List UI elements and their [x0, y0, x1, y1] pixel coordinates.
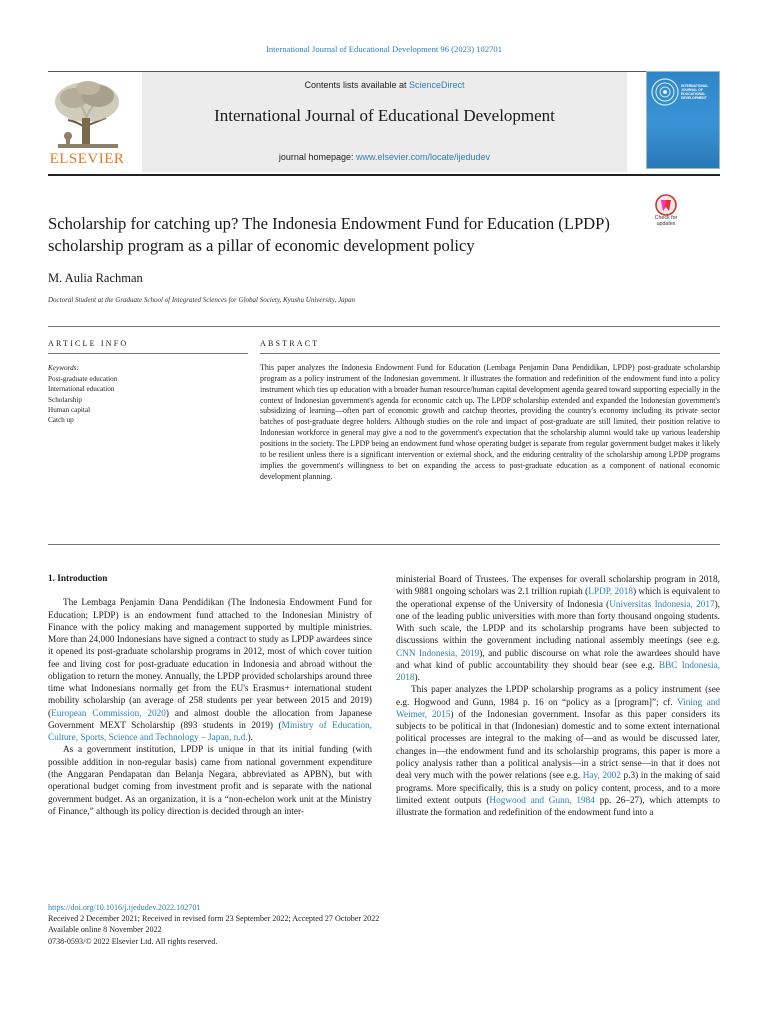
- article-footer: [48, 902, 379, 947]
- section-title: 1. Introduction: [48, 574, 108, 584]
- citation-link[interactable]: Hay, 2002: [582, 771, 621, 782]
- elsevier-logo: [48, 78, 126, 168]
- keywords-list: [48, 374, 117, 425]
- keyword-item: International education: [48, 385, 115, 394]
- author-name[interactable]: M. Aulia Rachman: [48, 271, 143, 285]
- keyword-item: Scholarship: [48, 395, 82, 404]
- citation-link[interactable]: Ministry of Education, Culture, Sports, Science and Technology – Japan, n.d.: [48, 720, 372, 744]
- paragraph: As a government institution, LPDP is unique in that its initial funding (with possible addition in non-regular basis) came from national government expenditure (the Anggaran Pendapatan dan Belanja Negara, abbreviated as APBN), but with operational budget coming from investment profit and is separate with the national government budget. As an organization, it is a “non-echelon work unit at the Ministry of Finance,” although its policy direction is decided through an inter-: [48, 745, 372, 817]
- journal-homepage-link[interactable]: www.elsevier.com/locate/ijedudev: [355, 152, 491, 162]
- paragraph: The Lembaga Penjamin Dana Pendidikan (The Indonesia Endowment Fund for Education; LPDP) is an endowment fund attached to the Indonesian Ministry of Finance with the policy making and management supported by multiple ministries. More than 24,000 Indonesians have signed a contract to study as LPDP awardees since it opened its post-graduate scholarship programs in 2012, most of which cover tuition fee and living cost for post-graduate education in Indonesia and abroad without the obligation to return the money. Annually, the LPDP provided scholarships around three time what Indonesians normally get from the EU's Erasmus+ international student mobility scholarship (an average of 258 students per year between 2015 and 2019) (European Commission, 2020) and almost double the allocation from Japanese Government MEXT Scholarship (893 students in 2019) (Ministry of Education, Culture, Sports, Science and Technology – Japan, n.d.).: [48, 598, 373, 744]
- journal-name: International Journal of Educational Development: [214, 106, 555, 125]
- keywords-label: Keywords:: [48, 364, 79, 372]
- journal-cover-thumbnail[interactable]: [646, 71, 720, 169]
- citation-link[interactable]: LPDP, 2018: [588, 587, 633, 598]
- citation-link[interactable]: CNN Indonesia, 2019: [396, 648, 480, 659]
- abstract-bottom-rule: [48, 544, 720, 545]
- citation-link[interactable]: Universitas Indonesia, 2017: [609, 599, 715, 610]
- received-dates: Received 2 December 2021; Received in revised form 23 September 2022; Accepted 27 October 2022: [48, 914, 380, 924]
- article-info-rule: [48, 353, 248, 354]
- citation-link[interactable]: BBC Indonesia, 2018: [396, 660, 720, 684]
- sciencedirect-link[interactable]: ScienceDirect: [409, 80, 465, 90]
- article-info-heading: ARTICLE INFO: [48, 339, 129, 348]
- check-updates-label: Check for updates: [654, 215, 678, 227]
- homepage-prefix: journal homepage:: [278, 152, 356, 162]
- tree-emblem-icon: [48, 78, 126, 150]
- section-divider: [48, 326, 720, 327]
- keyword-item: Human capital: [48, 405, 91, 414]
- elsevier-wordmark: ELSEVIER: [49, 151, 125, 167]
- check-updates-icon: [646, 194, 686, 216]
- copyright-line: 0738-0593/© 2022 Elsevier Ltd. All rights reserved.: [48, 936, 218, 946]
- keyword-item: Post-graduate education: [48, 375, 118, 383]
- running-head[interactable]: International Journal of Educational Development 96 (2023) 102701: [265, 44, 503, 54]
- header-bottom-rule: [48, 174, 720, 176]
- journal-header-box: [142, 72, 627, 172]
- abstract-text: This paper analyzes the Indonesia Endowment Fund for Education (Lembaga Penjamin Dana Pendidikan, LPDP) post-graduate scholarship program as a policy instrument of the Indonesian government. It illustrates the formation and redefinition of the endowment fund into a policy instrument which ties up education with a broader human resource/human capital development agenda geared toward supporting especially in the context of Indonesian government's agenda for economic catch up. The LPDP scholarship extended and expanded the Indonesian government's subsidizing of learning—often part of economic growth and catchup theories, providing the country's economy including its private sector batches of post-graduate degree holders. Although studies on the role and impact of post-graduate are still limited, their position relative to Indonesian workforce in general may give a nod to the government's expectation that the scholarship alumni would take up various leadership positions in the society. The LPDP being an endowment fund whose operating budget is separate from regular government budget makes it likely to be resilient unless there is a significant intervention or external shock, and the enduring centrality of the scholarship among LPDP programs implies the government's willingness to bet on expanding the access to post-graduate education as a component of national economic development planning.: [260, 363, 720, 481]
- body-column-right: [396, 574, 720, 819]
- article-title: Scholarship for catching up? The Indonesia Endowment Fund for Education (LPDP) scholarship program as a pillar of economic development policy: [48, 214, 610, 255]
- contents-line: [142, 80, 627, 90]
- doi-link[interactable]: https://doi.org/10.1016/j.ijedudev.2022.102701: [48, 903, 201, 912]
- author-affiliation: Doctoral Student at the Graduate School of Integrated Sciences for Global Society, Kyushu University, Japan: [48, 296, 356, 304]
- abstract-heading: ABSTRACT: [260, 339, 320, 348]
- body-column-left: [48, 574, 372, 818]
- abstract-rule: [260, 353, 720, 354]
- homepage-line: [142, 152, 627, 162]
- keyword-item: Catch up: [48, 416, 74, 425]
- check-for-updates-badge[interactable]: [646, 194, 686, 234]
- cover-title: INTERNATIONAL JOURNAL OF EDUCATIONAL DEVELOPMENT: [681, 84, 709, 100]
- paragraph: ministerial Board of Trustees. The expenses for overall scholarship program in 2018, with 9881 ongoing scholars was 2.1 trillion rupiah (LPDP, 2018) which is equivalent to the operational expense of the University of Indonesia (Universitas Indonesia, 2017), one of the leading public universities with more than forty thousand ongoing students. With such scale, the LPDP and its scholarship programs have been subjected to discussions within the government including national assembly meetings (see e.g. CNN Indonesia, 2019), and public discourse on what role the awardees should have and what kind of public accountability they should bear (see e.g. BBC Indonesia, 2018).: [396, 575, 720, 684]
- citation-link[interactable]: Hogwood and Gunn, 1984: [489, 795, 595, 806]
- contents-prefix: Contents lists available at: [304, 80, 410, 90]
- available-online: Available online 8 November 2022: [48, 925, 162, 935]
- citation-link[interactable]: European Commission, 2020: [51, 708, 166, 719]
- citation-link[interactable]: Vining and Weimer, 2015: [396, 697, 720, 720]
- paragraph: This paper analyzes the LPDP scholarship programs as a policy instrument (see e.g. Hogwood and Gunn, 1984 p. 16 on “policy as a [program]”; cf. Vining and Weimer, 2015) of the Indonesian government. Insofar as this paper considers its subjects to be political in that (Indonesian) domestic and to some extent international political processes are integral to the making of—and as would be discussed later, changes in—the endowment fund and its scholarship programs, this paper is more a policy analysis rather than a political analysis—in a strict sense—in that it does not deal very much with the power relations (see e.g. Hay, 2002 p.3) in the making of said programs. More specifically, this is a study on policy content, process, and to a more limited extent outputs (Hogwood and Gunn, 1984 pp. 26–27), which attempts to illustrate the formation and redefinition of the endowment fund into a: [396, 685, 720, 819]
